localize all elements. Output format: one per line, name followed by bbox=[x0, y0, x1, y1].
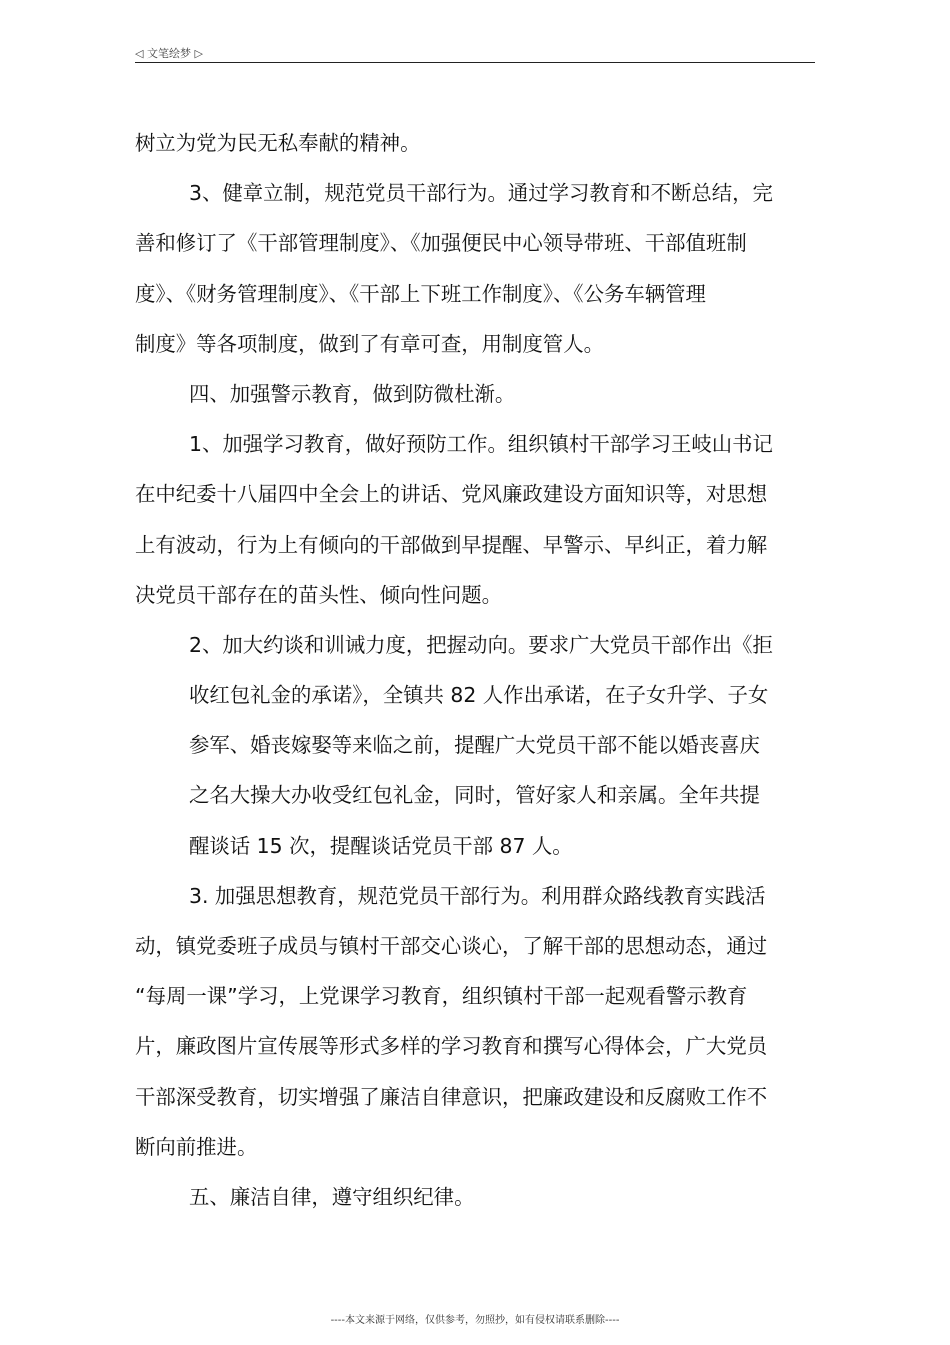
document-body bbox=[135, 118, 815, 1222]
body-line-11: 2、加大约谈和训诫力度，把握动向。要求广大党员干部作出《拒 bbox=[189, 632, 773, 657]
body-line-8: 在中纪委十八届四中全会上的讲话、党风廉政建设方面知识等，对思想 bbox=[135, 482, 768, 507]
body-line-10: 决党员干部存在的苗头性、倾向性问题。 bbox=[135, 582, 503, 607]
page-footer: ----本文来源于网络，仅供参考，勿照抄，如有侵权请联系删除---- bbox=[330, 1315, 620, 1326]
body-line-1: 树立为党为民无私奉献的精神。 bbox=[135, 131, 421, 155]
body-line-5: 制度》等各项制度，做到了有章可查，用制度管人。 bbox=[135, 331, 604, 356]
body-line-12: 收红包礼金的承诺》，全镇共 82 人作出承诺，在子女升学、子女 bbox=[189, 683, 769, 708]
body-line-18: “每周一课”学习，上党课学习教育，组织镇村干部一起观看警示教育 bbox=[135, 984, 748, 1009]
section-heading-five: 五、廉洁自律，遵守组织纪律。 bbox=[189, 1184, 475, 1209]
page-header bbox=[135, 44, 815, 63]
body-line-4: 度》、《财务管理制度》、《干部上下班工作制度》、《公务车辆管理 bbox=[135, 281, 706, 306]
header-text: ◁ 文笔绘梦 ▷ bbox=[135, 47, 203, 60]
section-heading-four: 四、加强警示教育，做到防微杜渐。 bbox=[189, 381, 516, 406]
body-line-20: 干部深受教育，切实增强了廉洁自律意识，把廉政建设和反腐败工作不 bbox=[135, 1084, 768, 1109]
body-line-21: 断向前推进。 bbox=[135, 1134, 258, 1159]
body-line-2: 3、健章立制，规范党员干部行为。通过学习教育和不断总结，完 bbox=[189, 181, 773, 206]
body-line-14: 之名大操大办收受红包礼金，同时，管好家人和亲属。全年共提 bbox=[189, 783, 760, 808]
body-line-3: 善和修订了《干部管理制度》、《加强便民中心领导带班、干部值班制 bbox=[135, 231, 747, 256]
body-line-17: 动，镇党委班子成员与镇村干部交心谈心，了解干部的思想动态，通过 bbox=[135, 934, 768, 958]
body-line-7: 1、加强学习教育，做好预防工作。组织镇村干部学习王岐山书记 bbox=[189, 432, 773, 457]
body-line-9: 上有波动，行为上有倾向的干部做到早提醒、早警示、早纠正，着力解 bbox=[135, 532, 768, 557]
body-line-19: 片，廉政图片宣传展等形式多样的学习教育和撰写心得体会，广大党员 bbox=[135, 1034, 768, 1059]
body-line-16: 3. 加强思想教育，规范党员干部行为。利用群众路线教育实践活 bbox=[189, 883, 766, 908]
body-line-13: 参军、婚丧嫁娶等来临之前，提醒广大党员干部不能以婚丧喜庆 bbox=[189, 733, 760, 758]
body-line-15: 醒谈话 15 次，提醒谈话党员干部 87 人。 bbox=[189, 833, 573, 858]
